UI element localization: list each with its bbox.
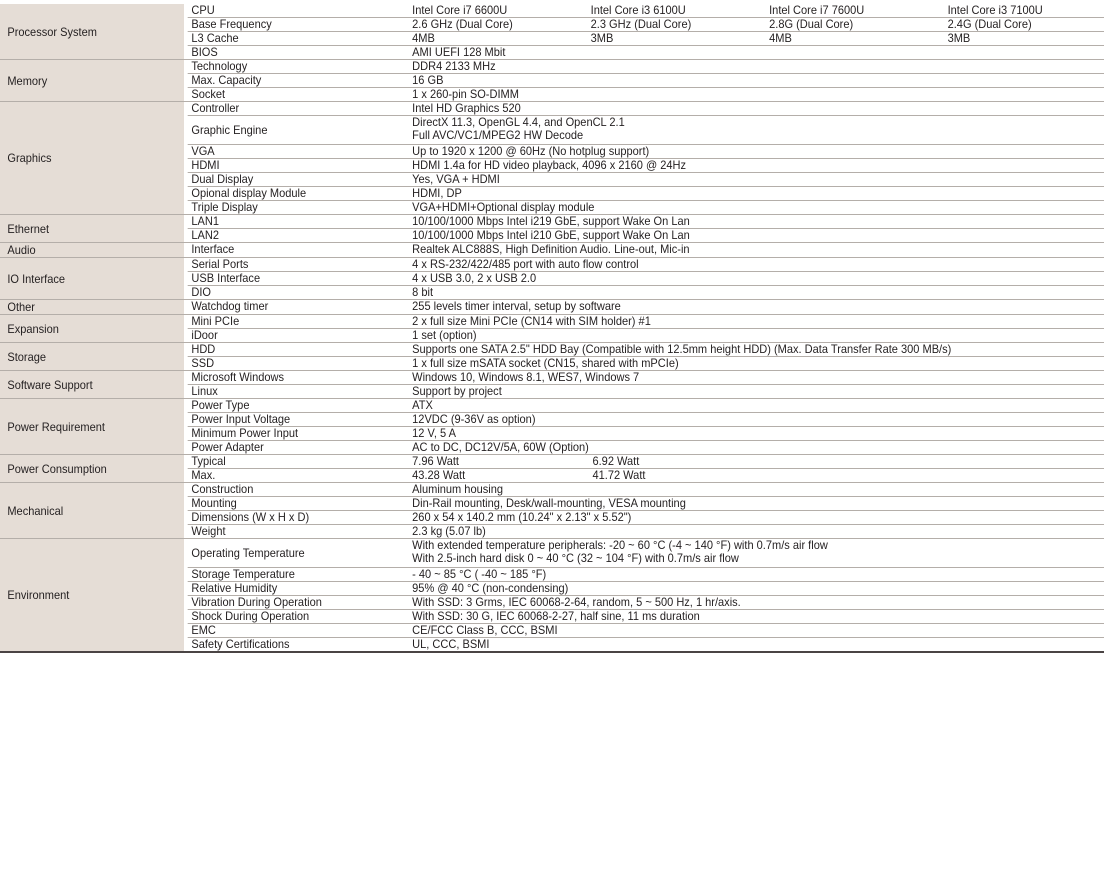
spec-value: Aluminum housing bbox=[412, 482, 503, 496]
spec-value: Intel Core i7 7600U bbox=[769, 3, 865, 17]
spec-label: Graphic Engine bbox=[191, 122, 268, 137]
spec-value: 43.28 Watt bbox=[412, 468, 466, 482]
spec-row bbox=[188, 158, 1104, 172]
section-rows bbox=[188, 60, 1104, 101]
spec-values bbox=[412, 88, 1104, 101]
spec-label: CPU bbox=[191, 3, 215, 17]
spec-values bbox=[412, 315, 1104, 328]
spec-values bbox=[412, 568, 1104, 581]
spec-row bbox=[188, 609, 1104, 623]
spec-values bbox=[412, 399, 1104, 412]
spec-label: HDMI bbox=[191, 158, 220, 172]
spec-table bbox=[0, 4, 1104, 653]
spec-label: Triple Display bbox=[191, 200, 258, 214]
spec-row bbox=[188, 483, 1104, 496]
spec-value: 3MB bbox=[947, 31, 971, 45]
spec-section bbox=[0, 258, 1104, 300]
spec-value: 4MB bbox=[769, 31, 792, 45]
spec-value: VGA+HDMI+Optional display module bbox=[412, 200, 595, 214]
section-rows bbox=[188, 343, 1104, 370]
section-category: Storage bbox=[0, 343, 184, 370]
spec-values bbox=[412, 596, 1104, 609]
spec-label: EMC bbox=[191, 623, 216, 637]
spec-section bbox=[0, 343, 1104, 371]
spec-section bbox=[0, 315, 1104, 343]
section-rows bbox=[188, 258, 1104, 299]
spec-values bbox=[412, 525, 1104, 538]
spec-value: 95% @ 40 °C (non-condensing) bbox=[412, 581, 569, 595]
spec-values bbox=[412, 116, 1104, 144]
spec-row bbox=[188, 45, 1104, 59]
spec-label: Linux bbox=[191, 384, 218, 398]
spec-value: With SSD: 3 Grms, IEC 60068-2-64, random, 5 ~ 500 Hz, 1 hr/axis. bbox=[412, 595, 741, 609]
spec-value: 3MB bbox=[590, 31, 614, 45]
spec-values bbox=[412, 483, 1104, 496]
spec-values bbox=[412, 32, 1104, 45]
section-rows bbox=[188, 102, 1104, 214]
spec-row bbox=[188, 399, 1104, 412]
spec-value: 2.8G (Dual Core) bbox=[769, 17, 854, 31]
spec-label: L3 Cache bbox=[191, 31, 239, 45]
spec-value: ATX bbox=[412, 398, 433, 412]
spec-value: 2.3 kg (5.07 lb) bbox=[412, 524, 486, 538]
spec-row bbox=[188, 440, 1104, 454]
spec-label: Mounting bbox=[191, 496, 237, 510]
spec-label: Dual Display bbox=[191, 172, 254, 186]
spec-row bbox=[188, 144, 1104, 158]
spec-section bbox=[0, 399, 1104, 455]
spec-row bbox=[188, 328, 1104, 342]
spec-row bbox=[188, 172, 1104, 186]
spec-section bbox=[0, 371, 1104, 399]
spec-value: 4 x USB 3.0, 2 x USB 2.0 bbox=[412, 271, 537, 285]
spec-value: With 2.5-inch hard disk 0 ~ 40 °C (32 ~ 104 °F) with 0.7m/s air flow bbox=[412, 551, 739, 565]
spec-value: AC to DC, DC12V/5A, 60W (Option) bbox=[412, 440, 589, 454]
spec-label: Power Input Voltage bbox=[191, 412, 291, 426]
spec-value: 6.92 Watt bbox=[592, 454, 640, 468]
spec-value: AMI UEFI 128 Mbit bbox=[412, 45, 506, 59]
spec-values bbox=[412, 539, 1104, 567]
spec-section bbox=[0, 455, 1104, 483]
spec-value: Support by project bbox=[412, 384, 502, 398]
spec-values bbox=[412, 624, 1104, 637]
spec-section bbox=[0, 215, 1104, 243]
spec-row bbox=[188, 524, 1104, 538]
spec-row bbox=[188, 412, 1104, 426]
spec-row bbox=[188, 17, 1104, 31]
spec-values bbox=[412, 441, 1104, 454]
section-rows bbox=[188, 243, 1104, 257]
spec-value: 4MB bbox=[412, 31, 435, 45]
section-category: Other bbox=[0, 300, 184, 314]
spec-label: Watchdog timer bbox=[191, 299, 269, 313]
spec-label: Typical bbox=[191, 454, 226, 468]
spec-values bbox=[412, 46, 1104, 59]
spec-values bbox=[412, 187, 1104, 200]
section-rows bbox=[188, 399, 1104, 454]
spec-row bbox=[188, 228, 1104, 242]
spec-values bbox=[412, 18, 1104, 31]
spec-values bbox=[412, 4, 1104, 17]
spec-row bbox=[188, 73, 1104, 87]
section-category: IO Interface bbox=[0, 258, 184, 299]
spec-row bbox=[188, 258, 1104, 271]
spec-value: HDMI, DP bbox=[412, 186, 462, 200]
spec-section bbox=[0, 4, 1104, 60]
spec-row bbox=[188, 115, 1104, 144]
spec-section bbox=[0, 102, 1104, 215]
spec-values bbox=[412, 357, 1104, 370]
spec-value: Up to 1920 x 1200 @ 60Hz (No hotplug support) bbox=[412, 144, 650, 158]
spec-value: 1 x full size mSATA socket (CN15, shared with mPCIe) bbox=[412, 356, 679, 370]
spec-values bbox=[412, 497, 1104, 510]
spec-label: Controller bbox=[191, 101, 240, 115]
spec-values bbox=[412, 145, 1104, 158]
spec-label: HDD bbox=[191, 342, 216, 356]
spec-value: Windows 10, Windows 8.1, WES7, Windows 7 bbox=[412, 370, 640, 384]
spec-values bbox=[412, 74, 1104, 87]
spec-value: - 40 ~ 85 °C ( -40 ~ 185 °F) bbox=[412, 567, 547, 581]
spec-row bbox=[188, 426, 1104, 440]
section-rows bbox=[188, 300, 1104, 314]
spec-values bbox=[412, 511, 1104, 524]
spec-values bbox=[412, 455, 1104, 468]
spec-values bbox=[412, 371, 1104, 384]
spec-label: USB Interface bbox=[191, 271, 261, 285]
spec-value: Full AVC/VC1/MPEG2 HW Decode bbox=[412, 128, 584, 142]
spec-value: 255 levels timer interval, setup by software bbox=[412, 299, 621, 313]
spec-label: DIO bbox=[191, 285, 211, 299]
spec-row bbox=[188, 539, 1104, 567]
spec-row bbox=[188, 455, 1104, 468]
spec-label: Relative Humidity bbox=[191, 581, 278, 595]
spec-label: Microsoft Windows bbox=[191, 370, 284, 384]
spec-label: Max. Capacity bbox=[191, 73, 262, 87]
spec-values bbox=[412, 286, 1104, 299]
spec-values bbox=[412, 638, 1104, 651]
spec-label: Socket bbox=[191, 87, 226, 101]
spec-value: 2.6 GHz (Dual Core) bbox=[412, 17, 513, 31]
spec-row bbox=[188, 356, 1104, 370]
section-rows bbox=[188, 315, 1104, 342]
spec-values bbox=[412, 201, 1104, 214]
section-rows bbox=[188, 4, 1104, 59]
spec-label: LAN1 bbox=[191, 214, 219, 228]
spec-section bbox=[0, 243, 1104, 258]
section-category: Expansion bbox=[0, 315, 184, 342]
section-category: Audio bbox=[0, 243, 184, 257]
spec-section bbox=[0, 300, 1104, 315]
spec-label: VGA bbox=[191, 144, 215, 158]
spec-values bbox=[412, 159, 1104, 172]
spec-value: 12VDC (9-36V as option) bbox=[412, 412, 536, 426]
section-category: Mechanical bbox=[0, 483, 184, 538]
spec-label: LAN2 bbox=[191, 228, 219, 242]
section-category: Graphics bbox=[0, 102, 184, 214]
spec-values bbox=[412, 272, 1104, 285]
spec-value: Intel HD Graphics 520 bbox=[412, 101, 521, 115]
spec-row bbox=[188, 567, 1104, 581]
spec-value: DDR4 2133 MHz bbox=[412, 59, 496, 73]
spec-row bbox=[188, 102, 1104, 115]
spec-values bbox=[412, 229, 1104, 242]
spec-label: Operating Temperature bbox=[191, 545, 305, 560]
spec-values bbox=[412, 582, 1104, 595]
section-category: Software Support bbox=[0, 371, 184, 398]
spec-row bbox=[188, 510, 1104, 524]
spec-value: 12 V, 5 A bbox=[412, 426, 456, 440]
spec-value: 41.72 Watt bbox=[592, 468, 646, 482]
spec-label: Construction bbox=[191, 482, 254, 496]
spec-row bbox=[188, 271, 1104, 285]
spec-values bbox=[412, 258, 1104, 271]
spec-label: Safety Certifications bbox=[191, 637, 290, 651]
spec-row bbox=[188, 60, 1104, 73]
spec-values bbox=[412, 215, 1104, 228]
spec-value: Din-Rail mounting, Desk/wall-mounting, VESA mounting bbox=[412, 496, 686, 510]
section-category: Environment bbox=[0, 539, 184, 651]
spec-label: BIOS bbox=[191, 45, 218, 59]
section-category: Power Consumption bbox=[0, 455, 184, 482]
spec-value: 260 x 54 x 140.2 mm (10.24" x 2.13" x 5.52") bbox=[412, 510, 632, 524]
spec-row bbox=[188, 315, 1104, 328]
spec-values bbox=[412, 610, 1104, 623]
spec-values bbox=[412, 243, 1104, 256]
spec-row bbox=[188, 31, 1104, 45]
spec-value: 1 set (option) bbox=[412, 328, 477, 342]
spec-label: Opional display Module bbox=[191, 186, 307, 200]
spec-value: Yes, VGA + HDMI bbox=[412, 172, 500, 186]
spec-values bbox=[412, 385, 1104, 398]
spec-values bbox=[412, 469, 1104, 482]
spec-values bbox=[412, 173, 1104, 186]
spec-value: With SSD: 30 G, IEC 60068-2-27, half sine, 11 ms duration bbox=[412, 609, 700, 623]
spec-value: UL, CCC, BSMI bbox=[412, 637, 490, 651]
spec-value: 7.96 Watt bbox=[412, 454, 460, 468]
spec-value: DirectX 11.3, OpenGL 4.4, and OpenCL 2.1 bbox=[412, 115, 625, 129]
spec-row bbox=[188, 623, 1104, 637]
section-rows bbox=[188, 483, 1104, 538]
spec-values bbox=[412, 300, 1104, 313]
spec-value: 2 x full size Mini PCIe (CN14 with SIM holder) #1 bbox=[412, 314, 651, 328]
section-category: Ethernet bbox=[0, 215, 184, 242]
spec-row bbox=[188, 371, 1104, 384]
spec-value: 4 x RS-232/422/485 port with auto flow control bbox=[412, 257, 639, 271]
spec-value: Intel Core i3 6100U bbox=[590, 3, 686, 17]
spec-value: HDMI 1.4a for HD video playback, 4096 x 2160 @ 24Hz bbox=[412, 158, 687, 172]
spec-row bbox=[188, 243, 1104, 256]
spec-label: Vibration During Operation bbox=[191, 595, 322, 609]
spec-value: 2.3 GHz (Dual Core) bbox=[590, 17, 692, 31]
spec-row bbox=[188, 285, 1104, 299]
spec-label: Mini PCIe bbox=[191, 314, 240, 328]
spec-value: With extended temperature peripherals: -20 ~ 60 °C (-4 ~ 140 °F) with 0.7m/s air flow bbox=[412, 538, 828, 552]
spec-values bbox=[412, 343, 1104, 356]
spec-value: CE/FCC Class B, CCC, BSMI bbox=[412, 623, 558, 637]
spec-row bbox=[188, 595, 1104, 609]
spec-row bbox=[188, 186, 1104, 200]
spec-label: Max. bbox=[191, 468, 216, 482]
spec-row bbox=[188, 496, 1104, 510]
section-category: Processor System bbox=[0, 4, 184, 59]
spec-values bbox=[412, 427, 1104, 440]
spec-value: Intel Core i7 6600U bbox=[412, 3, 508, 17]
spec-row bbox=[188, 200, 1104, 214]
section-rows bbox=[188, 215, 1104, 242]
section-category: Power Requirement bbox=[0, 399, 184, 454]
spec-label: Base Frequency bbox=[191, 17, 272, 31]
spec-section bbox=[0, 483, 1104, 539]
spec-values bbox=[412, 413, 1104, 426]
spec-value: 16 GB bbox=[412, 73, 444, 87]
spec-label: iDoor bbox=[191, 328, 218, 342]
spec-row bbox=[188, 215, 1104, 228]
spec-row bbox=[188, 300, 1104, 313]
spec-section bbox=[0, 539, 1104, 653]
spec-label: Technology bbox=[191, 59, 248, 73]
spec-value: Supports one SATA 2.5" HDD Bay (Compatible with 12.5mm height HDD) (Max. Data Transfer Rate 300 MB/s) bbox=[412, 342, 952, 356]
spec-values bbox=[412, 329, 1104, 342]
spec-row bbox=[188, 4, 1104, 17]
section-rows bbox=[188, 371, 1104, 398]
spec-label: SSD bbox=[191, 356, 215, 370]
spec-label: Power Type bbox=[191, 398, 250, 412]
spec-label: Interface bbox=[191, 242, 235, 256]
spec-row bbox=[188, 343, 1104, 356]
section-category: Memory bbox=[0, 60, 184, 101]
spec-values bbox=[412, 102, 1104, 115]
spec-row bbox=[188, 384, 1104, 398]
spec-label: Serial Ports bbox=[191, 257, 249, 271]
spec-label: Power Adapter bbox=[191, 440, 264, 454]
spec-value: Intel Core i3 7100U bbox=[947, 3, 1043, 17]
spec-row bbox=[188, 637, 1104, 651]
spec-label: Minimum Power Input bbox=[191, 426, 299, 440]
spec-value: 2.4G (Dual Core) bbox=[947, 17, 1032, 31]
spec-row bbox=[188, 87, 1104, 101]
spec-label: Storage Temperature bbox=[191, 567, 295, 581]
spec-value: Realtek ALC888S, High Definition Audio. Line-out, Mic-in bbox=[412, 242, 690, 256]
spec-label: Shock During Operation bbox=[191, 609, 310, 623]
spec-values bbox=[412, 60, 1104, 73]
spec-label: Weight bbox=[191, 524, 226, 538]
spec-section bbox=[0, 60, 1104, 102]
spec-value: 10/100/1000 Mbps Intel i210 GbE, support Wake On Lan bbox=[412, 228, 690, 242]
section-rows bbox=[188, 455, 1104, 482]
section-rows bbox=[188, 539, 1104, 651]
spec-value: 10/100/1000 Mbps Intel i219 GbE, support Wake On Lan bbox=[412, 214, 690, 228]
spec-row bbox=[188, 581, 1104, 595]
spec-row bbox=[188, 468, 1104, 482]
spec-value: 1 x 260-pin SO-DIMM bbox=[412, 87, 519, 101]
spec-label: Dimensions (W x H x D) bbox=[191, 510, 310, 524]
spec-value: 8 bit bbox=[412, 285, 434, 299]
